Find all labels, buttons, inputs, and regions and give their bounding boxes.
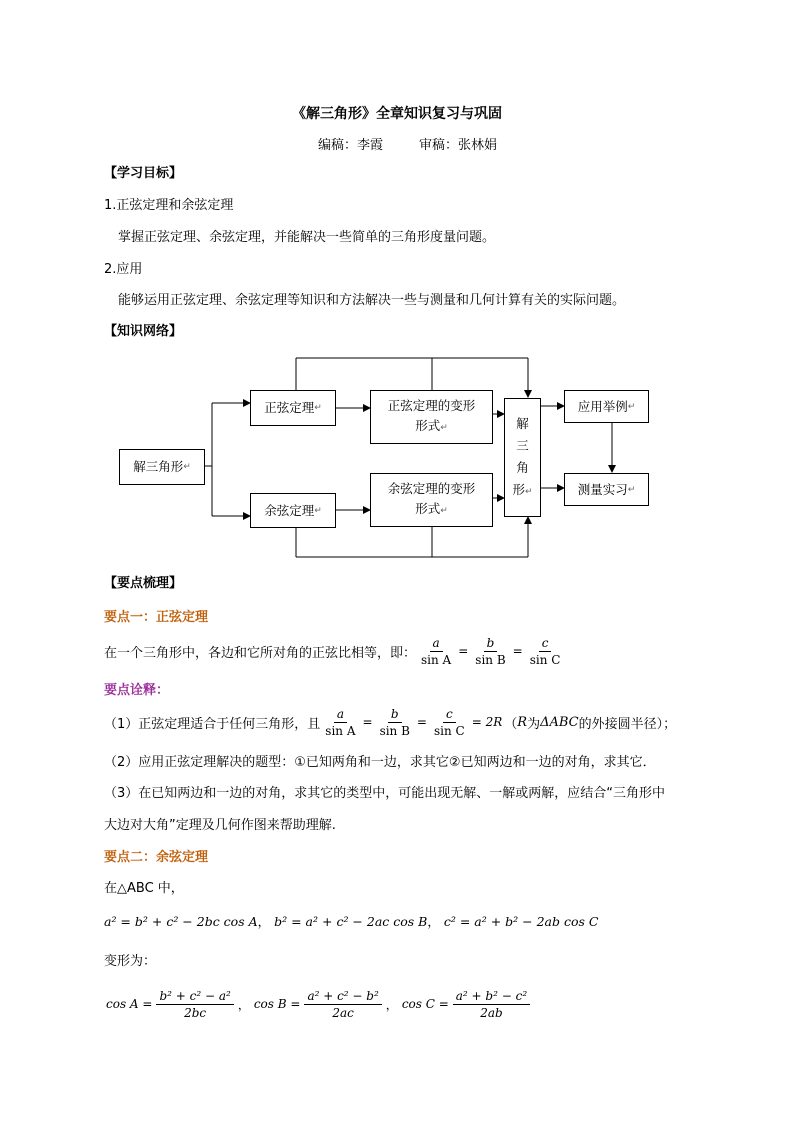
law-a: a² = b² + c² − 2bc cos A <box>104 914 258 929</box>
note-fraction-c: $\frac{c}{\text{sin C}}$ <box>433 706 465 738</box>
node-sine-law-variant: 正弦定理的变形 形式↵ <box>370 390 493 444</box>
node-sine-law: 正弦定理 ↵ <box>250 390 336 426</box>
section-learning-goals: 【学习目标】 <box>104 166 183 181</box>
note-1-text: （1）正弦定理适合于任何三角形，且 <box>104 716 321 732</box>
section-key-points: 【要点梳理】 <box>104 576 183 591</box>
point-2-title: 要点二：余弦定理 <box>104 850 209 865</box>
note-fraction-b: $\frac{b}{\text{sin B}}$ <box>379 706 410 738</box>
fraction-cosB: $\frac{\text{a² + c² − b²}}{2ac}$ <box>304 989 381 1020</box>
reviewer-name: 审稿：张林娟 <box>419 138 498 153</box>
cosine-law-variants: cos A = $\frac{\text{b² + c² − a²}}{2bc}$ ， cos B = $\frac{\text{a² + c² − b²}}{2ac}$ ， cos C = $\frac{\text{a² + b² − c²}}{2ab}$ <box>104 984 532 1024</box>
fraction-a-over-sinA: $\frac{a}{\text{sin A}}$ <box>421 635 452 667</box>
editor-name: 编稿：李霞 <box>318 138 384 153</box>
goal-2-title: 2.应用 <box>104 262 143 277</box>
point-1-notes-title: 要点诠释： <box>104 683 170 698</box>
goal-1-text: 掌握正弦定理、余弦定理，并能解决一些简单的三角形度量问题。 <box>118 230 496 245</box>
note-1-line: （1）正弦定理适合于任何三角形，且 $\frac{a}{\text{sin A}}$ = $\frac{b}{\text{sin B}}$ = $\frac{c}{\text{sin C}}$ = 2R （ R 为 ΔABC 的外接圆半径）； <box>104 706 677 738</box>
triangle-abc: ΔABC <box>540 714 579 730</box>
law-b: b² = a² + c² − 2ac cos B <box>274 914 428 929</box>
point-2-in-abc: 在△ABC 中， <box>104 881 184 896</box>
note-3-line-1: （3）在已知两边和一边的对角，求其它的类型中，可能出现无解、一解或两解，应结合“三角形中 <box>104 786 666 801</box>
point-1-sine-law-line: 在一个三角形中，各边和它所对角的正弦比相等，即： $\frac{a}{\text{sin A}}$ = $\frac{b}{\text{sin B}}$ = $\frac{c}{\text{sin C}}$ <box>104 632 565 670</box>
point-2-transform-label: 变形为： <box>104 954 157 969</box>
note-fraction-a: $\frac{a}{\text{sin A}}$ <box>325 706 356 738</box>
note-3-line-2: 大边对大角”定理及几何作图来帮助理解. <box>104 818 336 833</box>
fraction-cosC: $\frac{\text{a² + b² − c²}}{2ab}$ <box>453 989 530 1020</box>
node-solve-triangle: 解三角形 ↵ <box>119 449 205 485</box>
node-solve-triangle-vertical: 解 三 角 形↵ <box>504 398 541 517</box>
fraction-cosA: $\frac{\text{b² + c² − a²}}{2bc}$ <box>156 989 233 1020</box>
point-1-text: 在一个三角形中，各边和它所对角的正弦比相等，即： <box>104 645 417 661</box>
note-2: （2）应用正弦定理解决的题型：①已知两角和一边，求其它②已知两边和一边的对角，求其它． <box>104 755 656 770</box>
node-application-examples: 应用举例 ↵ <box>564 390 649 423</box>
law-c: c² = a² + b² − 2ab cos C <box>443 914 599 929</box>
fraction-c-over-sinC: $\frac{c}{\text{sin C}}$ <box>529 635 561 667</box>
goal-1-title: 1.正弦定理和余弦定理 <box>104 198 234 213</box>
goal-2-text: 能够运用正弦定理、余弦定理等知识和方法解决一些与测量和几何计算有关的实际问题。 <box>118 293 626 308</box>
cosine-law-formulas: a² = b² + c² − 2bc cos A， b² = a² + c² − 2ac cos B， c² = a² + b² − 2ab cos C <box>104 914 599 929</box>
document-title: 《解三角形》全章知识复习与巩固 <box>292 106 502 122</box>
point-1-title: 要点一：正弦定理 <box>104 610 209 625</box>
node-cosine-law-variant: 余弦定理的变形 形式↵ <box>370 473 493 527</box>
section-knowledge-network: 【知识网络】 <box>104 324 183 339</box>
node-measurement-practice: 测量实习 ↵ <box>564 473 649 506</box>
fraction-b-over-sinB: $\frac{b}{\text{sin B}}$ <box>475 635 506 667</box>
equals-2R: = 2R <box>471 715 503 729</box>
node-cosine-law: 余弦定理 ↵ <box>250 493 336 528</box>
